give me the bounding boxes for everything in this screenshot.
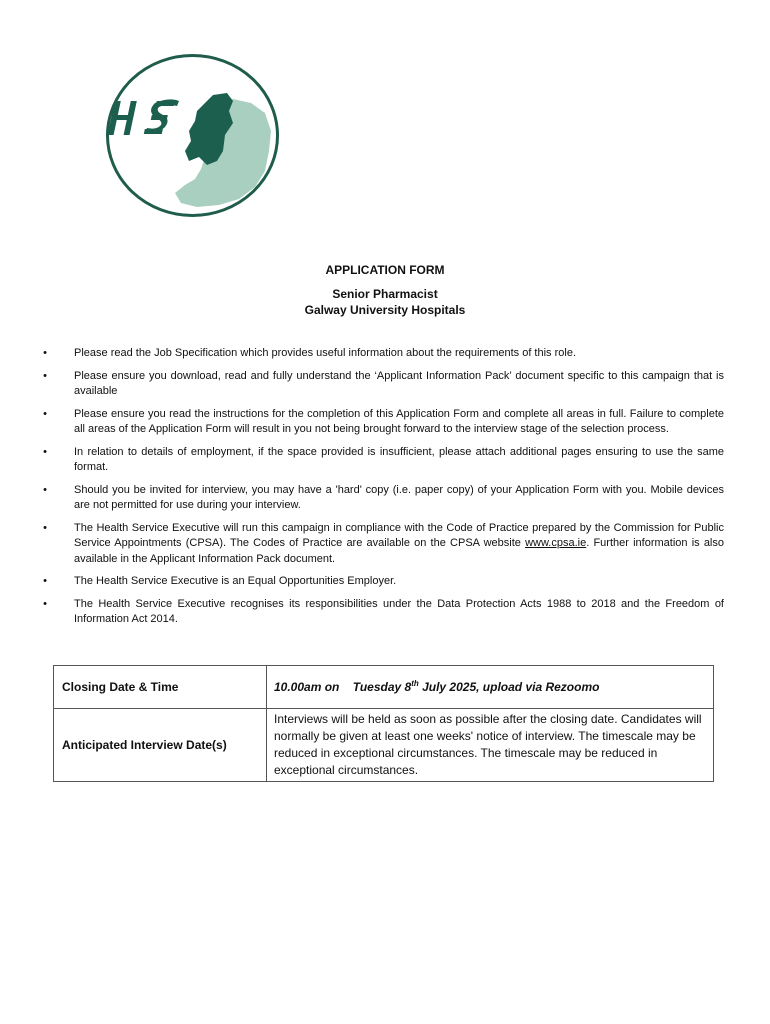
- table-row: [54, 709, 714, 782]
- instruction-item: • Please read the Job Specification which provides useful information about the requirements of this role.: [40, 346, 724, 362]
- interview-date-label: Anticipated Interview Date(s): [54, 709, 267, 782]
- table-row: [54, 666, 714, 709]
- bullet-icon: •: [43, 575, 47, 587]
- instruction-item: • The Health Service Executive will run this campaign in compliance with the Code of Practice prepared by the Commission for Public Service Appointments (CPSA). The Codes of Practice are available on the CPSA website www.cpsa.ie. Further information is also available in the Applicant Information Pack document.: [40, 521, 724, 568]
- bullet-icon: •: [43, 521, 47, 534]
- dates-table: [53, 665, 714, 782]
- bullet-icon: •: [43, 597, 47, 610]
- instructions-list: [40, 346, 724, 635]
- instruction-item: • Please ensure you read the instructions for the completion of this Application Form and complete all areas in full. Failure to complete all areas of the Application Form will result in you not being brought forward to the interview stage of the selection process.: [40, 407, 724, 438]
- instruction-item: • Should you be invited for interview, you may have a 'hard' copy (i.e. paper copy) of your Application Form with you. Mobile devices are not permitted for use during your interview.: [40, 483, 724, 514]
- form-header: [0, 262, 770, 318]
- role-title: Senior Pharmacist: [332, 287, 438, 301]
- hse-logo: [105, 53, 280, 218]
- instruction-item: • Please ensure you download, read and fully understand the ‘Applicant Information Pack’ document specific to this campaign that is available: [40, 369, 724, 400]
- cpsa-link[interactable]: www.cpsa.ie: [525, 537, 587, 549]
- closing-date-value: 10.00am on Tuesday 8th July 2025, upload via Rezoomo: [267, 666, 714, 709]
- location-title: Galway University Hospitals: [304, 303, 466, 317]
- form-title: APPLICATION FORM: [325, 263, 445, 277]
- bullet-icon: •: [43, 369, 47, 382]
- interview-date-value: Interviews will be held as soon as possible after the closing date. Candidates will normally be given at least one weeks' notice of interview. The timescale may be reduced in exceptional circumstances. The timescale may be reduced in exceptional circumstances.: [267, 709, 714, 782]
- instruction-item: • The Health Service Executive is an Equal Opportunities Employer.: [40, 574, 724, 590]
- instruction-item: • The Health Service Executive recognises its responsibilities under the Data Protection Acts 1988 to 2018 and the Freedom of Information Act 2014.: [40, 597, 724, 628]
- bullet-icon: •: [43, 483, 47, 496]
- bullet-icon: •: [43, 407, 47, 420]
- closing-date-label: Closing Date & Time: [54, 666, 267, 709]
- instruction-item: • In relation to details of employment, if the space provided is insufficient, please attach additional pages ensuring to use the same format.: [40, 445, 724, 476]
- bullet-icon: •: [43, 347, 47, 359]
- bullet-icon: •: [43, 445, 47, 458]
